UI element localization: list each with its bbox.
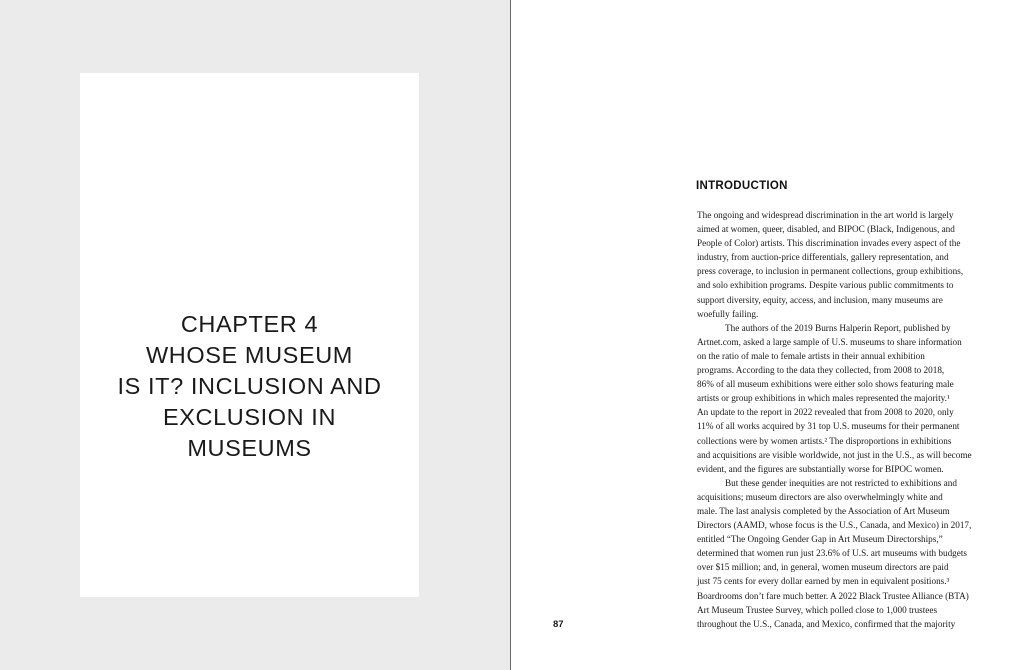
text-line: Boardrooms don’t fare much better. A 2022 Black Trustee Alliance (BTA) — [697, 590, 969, 601]
text-line: determined that women run just 23.6% of U.S. art museums with budgets — [697, 548, 967, 559]
text-line: Artnet.com, asked a large sample of U.S. museums to share information — [697, 336, 962, 347]
section-heading: INTRODUCTION — [696, 180, 788, 192]
text-line: aimed at women, queer, disabled, and BIPOC (Black, Indigenous, and — [697, 224, 955, 235]
chapter-title-card — [80, 73, 419, 597]
chapter-title-line: WHOSE MUSEUM — [146, 342, 353, 368]
page-number: 87 — [553, 619, 564, 630]
chapter-title-line: IS IT? INCLUSION AND — [117, 373, 382, 399]
text-line: throughout the U.S., Canada, and Mexico, confirmed that the majority — [697, 618, 956, 629]
text-line: But these gender inequities are not restricted to exhibitions and — [725, 477, 957, 488]
text-line: and solo exhibition programs. Despite various public commitments to — [697, 280, 954, 291]
chapter-title-line: CHAPTER 4 — [180, 311, 319, 337]
chapter-title-line: EXCLUSION IN — [162, 404, 337, 430]
text-line: acquisitions; museum directors are also overwhelmingly white and — [697, 491, 943, 502]
text-line: press coverage, to inclusion in permanent collections, group exhibitions, — [697, 266, 964, 277]
text-line: entitled “The Ongoing Gender Gap in Art Museum Directorships,” — [697, 534, 943, 545]
text-line: People of Color) artists. This discrimination invades every aspect of the — [697, 238, 961, 249]
text-line: Directors (AAMD, whose focus is the U.S., Canada, and Mexico) in 2017, — [697, 520, 972, 531]
text-line: 11% of all works acquired by 31 top U.S. museums for their permanent — [697, 421, 960, 432]
text-line: collections were by women artists.² The disproportions in exhibitions — [697, 435, 952, 446]
text-line: The ongoing and widespread discrimination in the art world is largely — [697, 210, 954, 220]
text-line: support diversity, equity, access, and inclusion, many museums are — [697, 294, 943, 305]
text-line: industry, from auction-price differentials, gallery representation, and — [697, 252, 949, 263]
chapter-title-line: MUSEUMS — [187, 435, 312, 461]
text-line: evident, and the figures are substantially worse for BIPOC women. — [697, 463, 944, 474]
chapter-title — [80, 309, 419, 464]
text-line: woefully failing. — [697, 308, 759, 319]
text-line: An update to the report in 2022 revealed that from 2008 to 2020, only — [697, 407, 954, 418]
text-line: male. The last analysis completed by the Association of Art Museum — [697, 505, 950, 516]
text-line: 86% of all museum exhibitions were either solo shows featuring male — [697, 379, 954, 390]
text-line: over $15 million; and, in general, women museum directors are paid — [697, 562, 949, 573]
text-line: artists or group exhibitions in which males represented the majority.¹ — [697, 393, 950, 404]
body-text — [697, 208, 1002, 631]
text-line: Art Museum Trustee Survey, which polled close to 1,000 trustees — [697, 604, 938, 615]
text-line: on the ratio of male to female artists in their annual exhibition — [697, 350, 925, 361]
text-line: and acquisitions are visible worldwide, not just in the U.S., as will become — [697, 449, 972, 460]
text-line: programs. According to the data they collected, from 2008 to 2018, — [697, 365, 945, 376]
text-line: The authors of the 2019 Burns Halperin Report, published by — [725, 322, 951, 333]
text-line: just 75 cents for every dollar earned by men in equivalent positions.³ — [697, 576, 950, 587]
